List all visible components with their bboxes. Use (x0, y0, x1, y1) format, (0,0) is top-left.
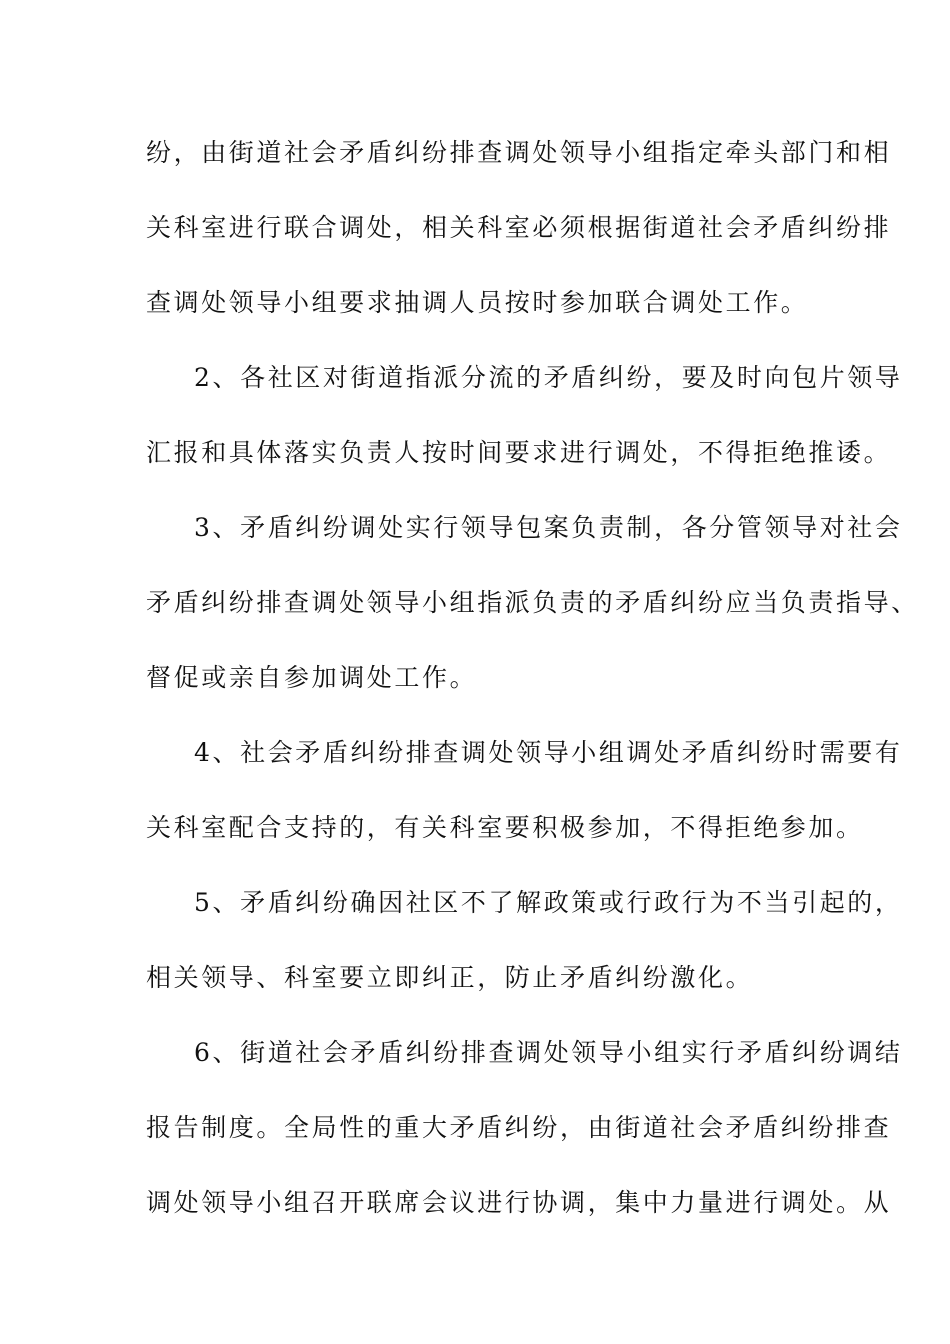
text-line: 督促或亲自参加调处工作。 (146, 663, 478, 692)
paragraph-2-line-1: 2、各社区对街道指派分流的矛盾纠纷，要及时向包片领导 (194, 363, 903, 392)
paragraph-6-line-1: 6、街道社会矛盾纠纷排查调处领导小组实行矛盾纠纷调结 (194, 1038, 903, 1067)
text-line: 查调处领导小组要求抽调人员按时参加联合调处工作。 (146, 288, 809, 317)
text-line: 关科室配合支持的，有关科室要积极参加，不得拒绝参加。 (146, 813, 864, 842)
paragraph-5-line-1: 5、矛盾纠纷确因社区不了解政策或行政行为不当引起的， (194, 888, 903, 917)
text-line: 汇报和具体落实负责人按时间要求进行调处，不得拒绝推诿。 (146, 438, 892, 467)
paragraph-3-line-1: 3、矛盾纠纷调处实行领导包案负责制，各分管领导对社会 (194, 513, 903, 542)
text-line: 关科室进行联合调处，相关科室必须根据街道社会矛盾纠纷排 (146, 213, 892, 242)
text-line: 纷，由街道社会矛盾纠纷排查调处领导小组指定牵头部门和相 (146, 138, 892, 167)
text-line: 报告制度。全局性的重大矛盾纠纷，由街道社会矛盾纠纷排查 (146, 1113, 892, 1142)
text-line: 矛盾纠纷排查调处领导小组指派负责的矛盾纠纷应当负责指导、 (146, 588, 919, 617)
paragraph-4-line-1: 4、社会矛盾纠纷排查调处领导小组调处矛盾纠纷时需要有 (194, 738, 903, 767)
text-line: 相关领导、科室要立即纠正，防止矛盾纠纷激化。 (146, 963, 754, 992)
text-line: 调处领导小组召开联席会议进行协调，集中力量进行调处。从 (146, 1188, 892, 1217)
